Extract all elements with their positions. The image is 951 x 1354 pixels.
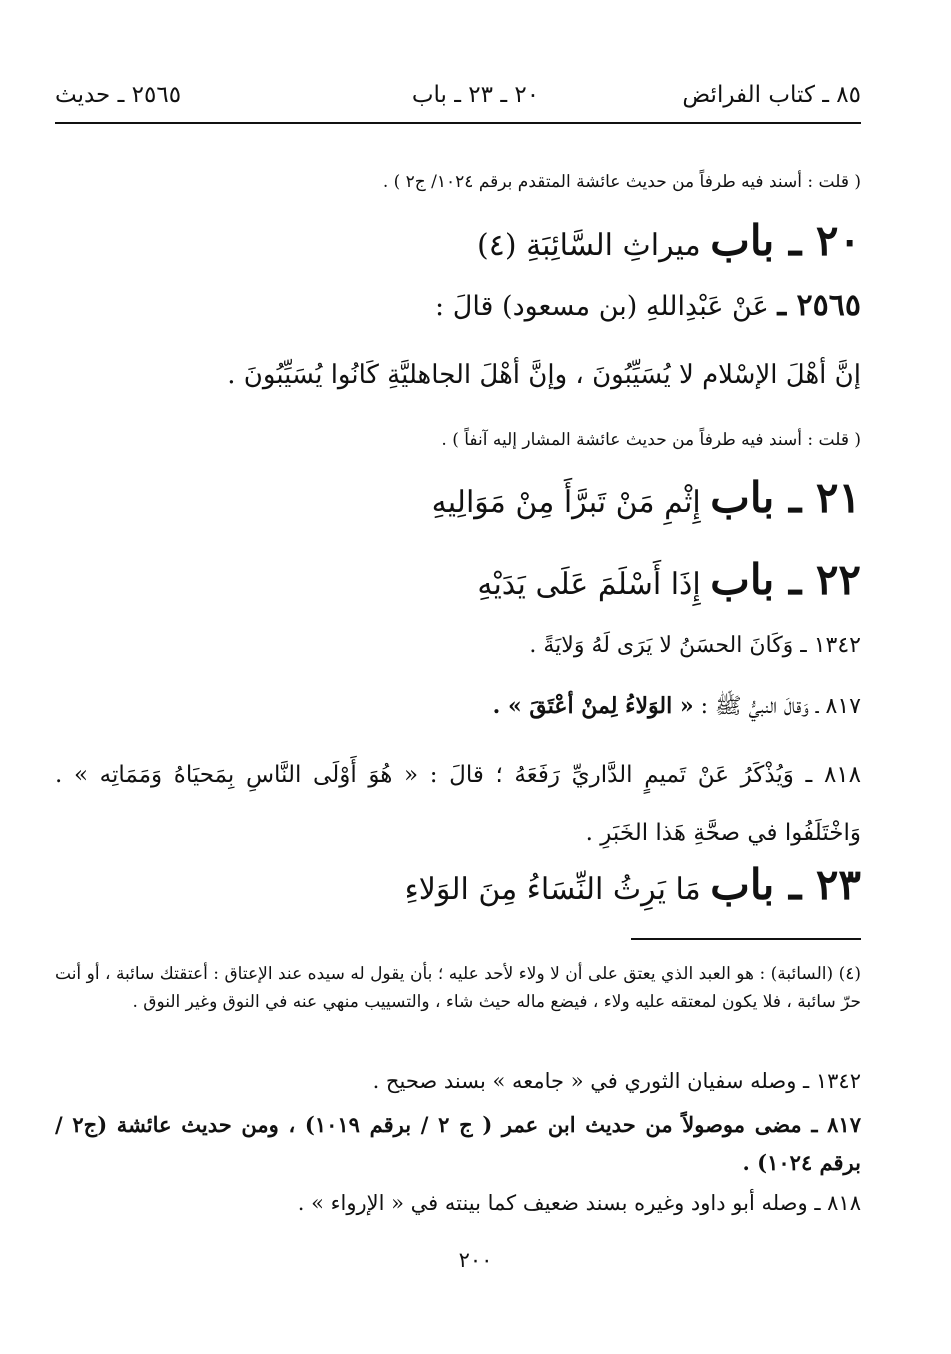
chapter-23-title: مَا يَرِثُ النِّسَاءُ مِنَ الوَلاءِ — [404, 872, 701, 907]
header-rule — [55, 122, 861, 124]
footnote-1342: ١٣٤٢ ـ وصله سفيان الثوري في « جامعه » بسند صحيح . — [372, 1069, 861, 1093]
footnote-818: ٨١٨ ـ وصله أبو داود وغيره بسند ضعيف كما بينته في « الإرواء » . — [297, 1191, 861, 1215]
athar-817 — [493, 690, 861, 723]
chapter-22-number: ٢٢ ـ باب — [710, 555, 861, 604]
chapter-20-title: ميراثِ السَّائِبَةِ (٤) — [477, 228, 701, 263]
athar-1342: ١٣٤٢ ـ وَكَانَ الحسَنُ لا يَرَى لَهُ وَلايَةً . — [529, 633, 861, 658]
athar-817-lead: ٨١٧ ـ وَقالَ النبيُّ ﷺ : — [700, 694, 861, 719]
chapter-22 — [477, 557, 861, 608]
footnote-817: ٨١٧ ـ مضى موصولاً من حديث ابن عمر ( ج ٢ / برقم ١٠١٩) ، ومن حديث عائشة (ج٢ / برقم ١٠٢٤) . — [55, 1112, 861, 1175]
note-2: ( قلت : أسند فيه طرفاً من حديث عائشة المشار إليه آنفاً ) . — [441, 430, 861, 450]
athar-818: ٨١٨ ـ وَيُذْكَرُ عَنْ تَميمٍ الدَّاريِّ رَفَعَهُ ؛ قالَ : « هُوَ أَوْلَى النَّاسِ بِمَحيَاهُ وَمَمَاتِه » . وَاخْتَلَفُوا في صحَّةِ هَذا الخَبَرِ . — [55, 762, 861, 846]
chapter-20 — [477, 218, 861, 269]
header-hadith-ref: ٢٥٦٥ ـ حديث — [55, 82, 182, 108]
chapter-22-title: إِذَا أَسْلَمَ عَلَى يَدَيْهِ — [477, 567, 701, 602]
hadith-2565-narrator: عَنْ عَبْدِاللهِ (بن مسعود) قالَ : — [435, 291, 769, 322]
footnote-rule — [631, 938, 861, 940]
header-chapters: ٢٠ ـ ٢٣ ـ باب — [411, 82, 540, 108]
chapter-21-title: إِثْمِ مَنْ تَبرَّأَ مِنْ مَوَالِيهِ — [431, 485, 701, 520]
chapter-23-number: ٢٣ ـ باب — [710, 860, 861, 909]
chapter-21-number: ٢١ ـ باب — [710, 473, 861, 522]
athar-817-quote: « الوَلاءُ لِمنْ أعْتَقَ » . — [492, 693, 694, 719]
header-book-title: ٨٥ ـ كتاب الفرائض — [682, 82, 861, 108]
hadith-2565-head — [435, 286, 861, 327]
chapter-20-number: ٢٠ ـ باب — [710, 216, 861, 265]
hadith-2565-text: إنَّ أهْلَ الإسْلام لا يُسَيِّبُونَ ، وإنَّ أهْلَ الجاهليَّةِ كَانُوا يُسَيِّبُونَ . — [227, 360, 861, 390]
footnote-4: (٤) (السائبة) : هو العبد الذي يعتق على أن لا ولاء لأحد عليه ؛ بأن يقول له سيده عند الإعتاق : أعتقتك سائبة ، أو أنت حرّ سائبة ، فلا يكون لمعتقه عليه ولاء ، فيضع ماله حيث شاء ، والتسييب منهي عنه في النوق وغير النوق . — [55, 964, 861, 1012]
chapter-21 — [432, 475, 861, 526]
note-1: ( قلت : أسند فيه طرفاً من حديث عائشة المتقدم برقم ١٠٢٤/ ج٢ ) . — [382, 172, 861, 192]
chapter-23 — [405, 862, 861, 913]
page-number: ٢٠٠ — [458, 1248, 493, 1272]
hadith-2565-number: ٢٥٦٥ ـ — [777, 288, 861, 323]
